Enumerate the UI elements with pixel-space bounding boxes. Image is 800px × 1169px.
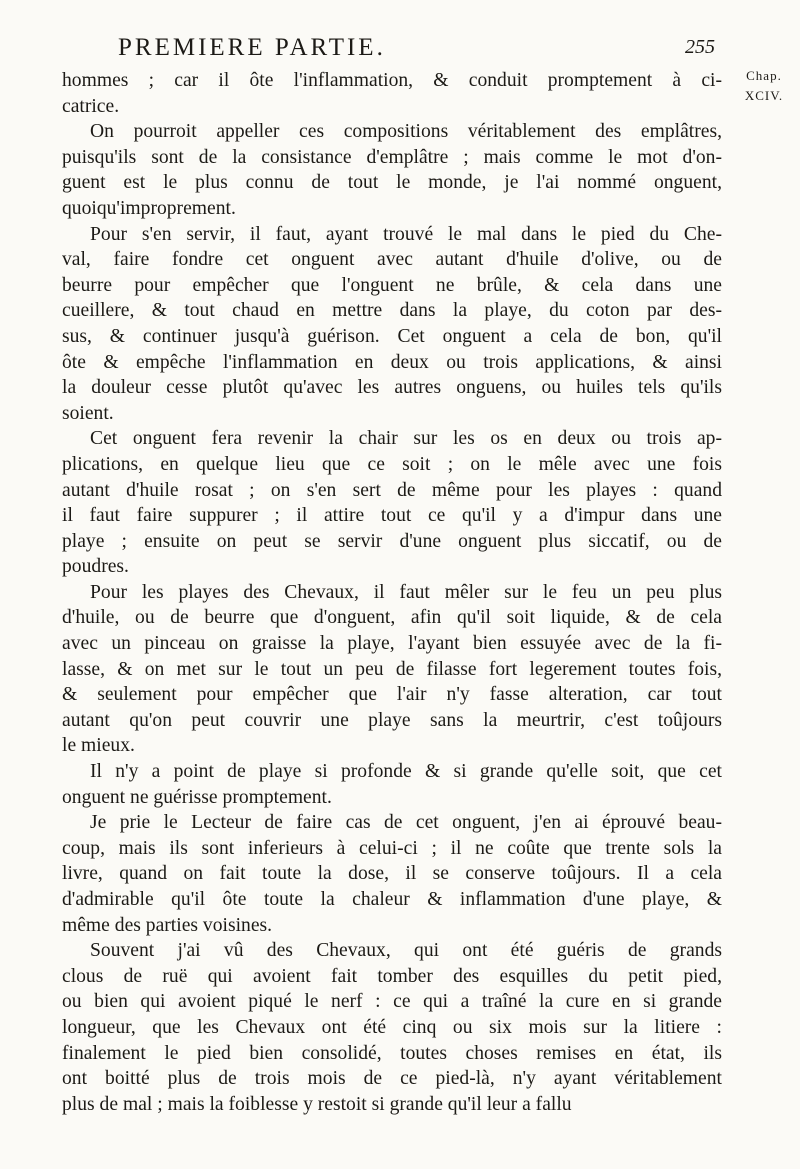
text-line: Souvent j'ai vû des Chevaux, qui ont été guéris de grands (90, 940, 722, 962)
running-header (0, 34, 800, 68)
margin-chapter-note (732, 66, 796, 106)
paragraph (62, 938, 722, 1117)
text-line: plications, en quelque lieu que ce soit ; on le mêle avec une fois (62, 453, 722, 475)
paragraph (62, 68, 722, 119)
text-line: quoiqu'improprement. (62, 197, 236, 219)
text-line: le mieux. (62, 735, 135, 757)
text-line: cueillere, & tout chaud en mettre dans la playe, du coton par des- (62, 300, 722, 322)
page-number: 255 (685, 36, 715, 58)
text-line: ont boitté plus de trois mois de ce pied-là, n'y ayant véritablement (62, 1068, 722, 1090)
text-line: même des parties voisines. (62, 914, 273, 936)
text-line: On pourroit appeller ces compositions véritablement des emplâtres, (90, 121, 722, 143)
margin-note-chapter: Chap. (746, 68, 782, 83)
paragraph (62, 759, 722, 810)
text-line: guent est le plus connu de tout le monde, je l'ai nommé onguent, (62, 172, 722, 194)
text-line: ôte & empêche l'inflammation en deux ou trois applications, & ainsi (62, 351, 722, 373)
paragraph (62, 222, 722, 427)
paragraph (62, 810, 722, 938)
text-line: Pour s'en servir, il faut, ayant trouvé le mal dans le pied du Che- (90, 223, 722, 245)
paragraph (62, 580, 722, 759)
text-line: autant qu'on peut couvrir une playe sans la meurtrir, c'est toûjours (62, 709, 722, 731)
text-line: Cet onguent fera revenir la chair sur les os en deux ou trois ap- (90, 428, 722, 450)
paragraph (62, 119, 722, 221)
body-text (62, 68, 722, 1117)
text-line: finalement le pied bien consolidé, toutes choses remises en état, ils (62, 1042, 722, 1064)
text-line: playe ; ensuite on peut se servir d'une onguent plus siccatif, ou de (62, 530, 722, 552)
text-line: puisqu'ils sont de la consistance d'emplâtre ; mais comme le mot d'on- (62, 146, 722, 168)
text-line: d'huile, ou de beurre que d'onguent, afin qu'il soit liquide, & de cela (62, 607, 722, 629)
text-line: poudres. (62, 556, 129, 578)
text-line: Pour les playes des Chevaux, il faut mêler sur le feu un peu plus (90, 581, 722, 603)
margin-note-number: XCIV. (744, 88, 784, 103)
text-line: plus de mal ; mais la foiblesse y restoit si grande qu'il leur a fallu (62, 1093, 572, 1115)
text-line: Je prie le Lecteur de faire cas de cet onguent, j'en ai éprouvé beau- (90, 812, 722, 834)
text-line: onguent ne guérisse promptement. (62, 786, 332, 808)
text-line: lasse, & on met sur le tout un peu de filasse fort legerement toutes fois, (62, 658, 722, 680)
text-line: hommes ; car il ôte l'inflammation, & conduit promptement à ci- (62, 70, 722, 91)
text-line: coup, mais ils sont inferieurs à celui-ci ; il ne coûte que trente sols la (62, 837, 722, 859)
text-line: longueur, que les Chevaux ont été cinq ou six mois sur la litiere : (62, 1016, 722, 1038)
paragraph (62, 426, 722, 580)
text-line: la douleur cesse plutôt qu'avec les autres onguens, ou huiles tels qu'ils (62, 377, 722, 399)
text-line: Il n'y a point de playe si profonde & si grande qu'elle soit, que cet (90, 761, 722, 783)
text-line: clous de ruë qui avoient fait tomber des esquilles du petit pied, (62, 965, 722, 987)
text-line: val, faire fondre cet onguent avec autant d'huile d'olive, ou de (62, 249, 722, 271)
text-line: & seulement pour empêcher que l'air n'y fasse alteration, car tout (62, 684, 722, 706)
text-line: beurre pour empêcher que l'onguent ne brûle, & cela dans une (62, 274, 722, 296)
text-line: il faut faire suppurer ; il attire tout ce qu'il y a d'impur dans une (62, 505, 722, 527)
text-line: livre, quand on fait toute la dose, il se conserve toûjours. Il a cela (62, 863, 722, 885)
text-line: catrice. (62, 95, 120, 117)
text-line: avec un pinceau on graisse la playe, l'ayant bien essuyée avec de la fi- (62, 633, 722, 655)
text-line: sus, & continuer jusqu'à guérison. Cet onguent a cela de bon, qu'il (62, 325, 722, 347)
running-title: PREMIERE PARTIE. (118, 34, 386, 61)
text-line: soient. (62, 402, 114, 424)
text-line: ou bien qui avoient piqué le nerf : ce qui a traîné la cure en si grande (62, 991, 722, 1013)
text-line: d'admirable qu'il ôte toute la chaleur & inflammation d'une playe, & (62, 889, 722, 910)
text-line: autant d'huile rosat ; on s'en sert de même pour les playes : quand (62, 479, 722, 501)
